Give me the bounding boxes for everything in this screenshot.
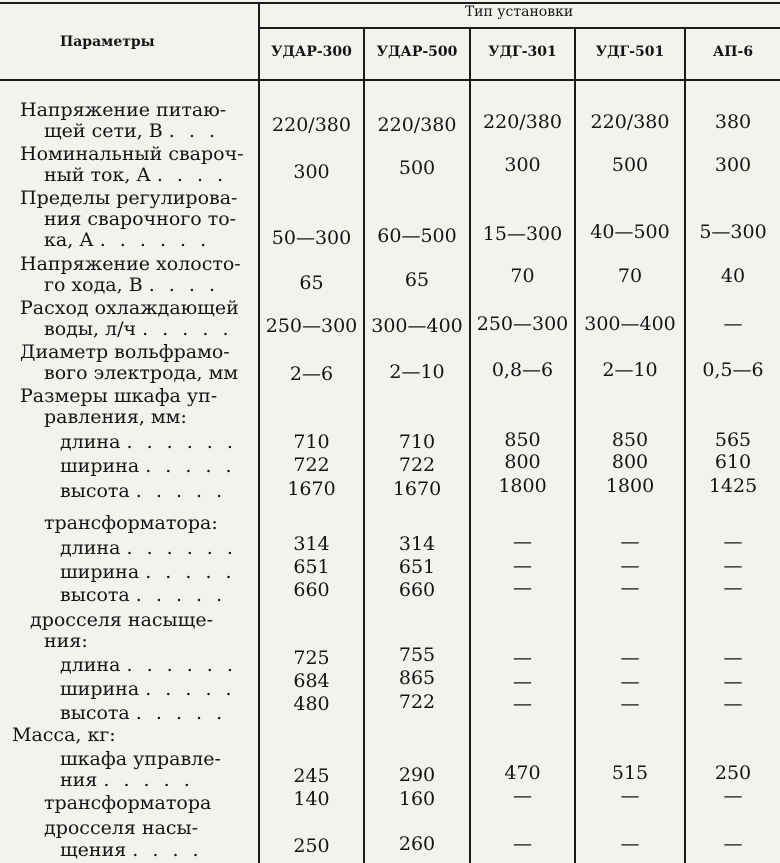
cell: 480	[293, 693, 330, 715]
cell: 245	[293, 765, 330, 787]
cell: 684	[293, 670, 330, 692]
header-bottom-rule	[0, 79, 780, 81]
cell: —	[723, 647, 743, 669]
cell: 140	[293, 788, 330, 810]
cell: —	[723, 577, 743, 599]
cell: —	[723, 555, 743, 577]
leader-dots: . . . . .	[145, 678, 236, 700]
cell: 755	[398, 644, 436, 666]
cell: 660	[398, 579, 436, 601]
cell: —	[513, 693, 532, 715]
cell: 651	[398, 556, 436, 578]
row-label-line: длина . . . . . .	[60, 537, 237, 559]
cell: 660	[293, 579, 330, 601]
row-label-line: высота . . . . .	[60, 702, 227, 724]
cell: 1670	[392, 478, 442, 500]
row-label-line: дросселя насыще-	[30, 609, 214, 631]
cell: —	[513, 785, 532, 807]
cell: 300	[293, 161, 330, 183]
col-header-ap6: АП-6	[712, 44, 754, 60]
cell: —	[513, 647, 532, 669]
row-label-line: Расход охлаждающей	[20, 297, 239, 319]
cell: 220/380	[377, 114, 457, 136]
cell: 300—400	[371, 315, 463, 337]
leader-dots: . . . . .	[135, 480, 227, 502]
leader-dots: . . . . . .	[99, 229, 211, 251]
cell: 250	[714, 762, 752, 784]
cell: —	[723, 693, 743, 715]
leader-dots: . . . . . .	[126, 431, 237, 453]
col-header-udg501: УДГ-501	[595, 44, 665, 60]
cell: 565	[714, 429, 752, 451]
cell: —	[620, 833, 640, 855]
cell: —	[723, 833, 743, 855]
leader-dots: . . . .	[156, 164, 228, 186]
cell: 40	[720, 265, 746, 287]
cell: 65	[404, 269, 430, 291]
row-label-line: высота . . . . .	[60, 584, 227, 606]
cell: 1670	[287, 478, 336, 500]
cell: 500	[398, 157, 436, 179]
leader-dots: . . . . .	[145, 561, 236, 583]
row-label-line: ширина . . . . .	[60, 561, 236, 583]
row-label-line: равления, мм:	[44, 406, 187, 428]
leader-dots: . . . .	[148, 274, 219, 296]
cell: —	[620, 671, 640, 693]
cell: 470	[504, 762, 541, 784]
leader-dots: . . . .	[132, 839, 203, 861]
cell: 290	[398, 764, 436, 786]
row-label-line: трансформатора	[44, 792, 212, 814]
cell: 300	[504, 154, 541, 176]
cell: 260	[398, 833, 436, 855]
cell: 2—10	[389, 361, 445, 383]
cell: 220/380	[272, 114, 351, 136]
leader-dots: . . . . . .	[126, 537, 237, 559]
row-label-line: длина . . . . . .	[60, 654, 237, 676]
leader-dots: . . .	[168, 120, 219, 142]
cell: —	[723, 785, 743, 807]
cell: —	[723, 313, 743, 335]
cell: 50—300	[271, 227, 352, 249]
leader-dots: . . . . .	[145, 455, 236, 477]
cell: 70	[510, 265, 535, 287]
cell: 610	[714, 451, 752, 473]
cell: 710	[293, 431, 330, 453]
col-header-udar300: УДАР-300	[271, 44, 352, 60]
cell: 160	[398, 788, 436, 810]
leader-dots: . . . . .	[142, 318, 233, 340]
cell: 850	[611, 429, 649, 451]
row-label-line: ния:	[44, 630, 88, 652]
row-label-line: ния . . . . .	[60, 769, 194, 791]
cell: —	[513, 531, 532, 553]
row-label-line: Размеры шкафа уп-	[20, 385, 218, 407]
leader-dots: . . . . .	[135, 702, 227, 724]
row-label-line: длина . . . . . .	[60, 431, 237, 453]
cell: —	[513, 577, 532, 599]
cell: 1800	[498, 475, 547, 497]
col-header-udg301: УДГ-301	[488, 44, 557, 60]
cell: 1425	[708, 475, 758, 497]
cell: 710	[398, 431, 436, 453]
cell: 515	[611, 762, 649, 784]
row-label-line: Напряжение холосто-	[20, 253, 241, 275]
cell: 300	[714, 154, 752, 176]
row-label-line: ка, А . . . . . .	[44, 229, 211, 251]
type-header: Тип установки	[464, 4, 574, 20]
cell: 15—300	[482, 223, 563, 245]
cell: —	[620, 531, 640, 553]
cell: 500	[611, 154, 649, 176]
cell: 1800	[605, 475, 655, 497]
row-label-line: щей сети, В . . .	[44, 120, 219, 142]
row-label-line: ширина . . . . .	[60, 455, 236, 477]
row-label-line: воды, л/ч . . . . .	[44, 318, 233, 340]
cell: 40—500	[590, 221, 670, 243]
cell: 70	[617, 265, 643, 287]
row-label-line: Масса, кг:	[12, 724, 116, 746]
cell: 300—400	[584, 313, 676, 335]
cell: 250—300	[476, 313, 569, 335]
cell: 800	[504, 451, 541, 473]
row-label-line: Диаметр вольфрамо-	[20, 341, 230, 363]
col-header-udar500: УДАР-500	[376, 44, 458, 60]
row-label-line: Напряжение питаю-	[20, 99, 227, 121]
cell: 220/380	[483, 111, 562, 133]
cell: —	[620, 577, 640, 599]
cell: —	[620, 693, 640, 715]
cell: 800	[611, 451, 649, 473]
row-label-line: ния сварочного то-	[44, 208, 237, 230]
cell: 722	[398, 691, 436, 713]
row-label-line: трансформатора:	[44, 512, 218, 534]
cell: —	[513, 671, 532, 693]
row-label-line: ный ток, А . . . .	[44, 164, 228, 186]
cell: —	[513, 833, 532, 855]
cell: 0,5—6	[702, 359, 764, 381]
row-label-line: го хода, В . . . .	[44, 274, 219, 296]
header-mid-rule	[258, 27, 780, 29]
leader-dots: . . . . . .	[126, 654, 237, 676]
cell: 314	[293, 533, 330, 555]
leader-dots: . . . . .	[135, 584, 227, 606]
params-header: Параметры	[60, 34, 155, 50]
cell: 722	[398, 454, 436, 476]
leader-dots: . . . . .	[103, 769, 194, 791]
cell: 850	[504, 429, 541, 451]
cell: —	[513, 555, 532, 577]
cell: 722	[293, 454, 330, 476]
cell: —	[620, 647, 640, 669]
cell: —	[723, 671, 743, 693]
cell: —	[723, 531, 743, 553]
cell: 250—300	[265, 315, 358, 337]
row-label-line: Номинальный свароч-	[20, 143, 244, 165]
cell: 2—10	[602, 359, 658, 381]
row-label-line: вого электрода, мм	[44, 362, 239, 384]
cell: 314	[398, 533, 436, 555]
cell: 60—500	[377, 225, 457, 247]
cell: 220/380	[590, 111, 670, 133]
cell: 725	[293, 647, 330, 669]
row-label-line: дросселя насы-	[44, 817, 199, 839]
cell: 380	[714, 111, 752, 133]
row-label-line: ширина . . . . .	[60, 678, 236, 700]
cell: 0,8—6	[491, 359, 554, 381]
cell: 865	[398, 667, 436, 689]
row-label-line: шкафа управле-	[60, 748, 221, 770]
cell: 65	[299, 272, 324, 294]
cell: 2—6	[289, 363, 334, 385]
row-label-line: Пределы регулирова-	[20, 187, 238, 209]
cell: 5—300	[699, 221, 767, 243]
row-label-line: высота . . . . .	[60, 480, 227, 502]
cell: 250	[293, 835, 330, 857]
row-label-line: щения . . . .	[60, 839, 203, 861]
cell: —	[620, 555, 640, 577]
cell: —	[620, 785, 640, 807]
cell: 651	[293, 556, 330, 578]
